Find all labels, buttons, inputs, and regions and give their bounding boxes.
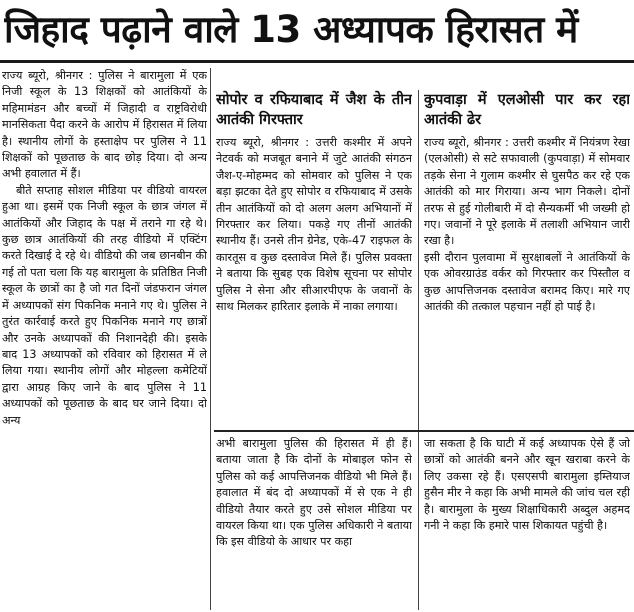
story-separator-rule bbox=[214, 430, 634, 432]
left-paragraph-1: राज्य ब्यूरो, श्रीनगर : पुलिस ने बारामुला में एक निजी स्कूल के 13 शिक्षकों को आतंकियों के महिमामंडन और बच्चों में जिहादी व राष्ट्रविरोधी मानसिकता पैदा करने के आरोप में हिरासत में लिया है। स्थानीय लोगों के हस्ताक्षेप पर पुलिस ने 11 शिक्षकों को पूछताछ के बाद छोड़ दिया। दो अन्य अभी हवालात में हैं। bbox=[2, 69, 207, 181]
sopore-story-heading: सोपोर व रफियाबाद में जैश के तीन आतंकी गिरफ्तार bbox=[216, 92, 412, 128]
kupwara-story-heading: कुपवाड़ा में एलओसी पार कर रहा आतंकी ढेर bbox=[424, 92, 630, 128]
continuation-right-text: जा सकता है कि घाटी में कई अध्यापक ऐसे हैं जो छात्रों को आतंकी बनने और खून खराबा करने के लिए उकसा रहे हैं। एसएसपी बारामुला इम्तियाज हुसैन मीर ने कहा कि अभी मामले की जांच चल रही है। बारामुला के मुख्य शिक्षाधिकारी अब्दुल अहमद गनी ने कहा कि हमारे पास शिकायत पहुंची है। bbox=[424, 437, 630, 533]
headline: जिहाद पढ़ाने वाले 13 अध्यापक हिरासत में bbox=[4, 8, 578, 51]
kupwara-story bbox=[424, 90, 630, 428]
kupwara-paragraph-2: इसी दौरान पुलवामा में सुरक्षाबलों ने आतंकियों के एक ओवरग्राउंड वर्कर को गिरफ्तार कर पिस्तौल व कुछ आपत्तिजनक दस्तावेज बरामद किए। मारे गए आतंकी की तत्काल पहचान नहीं हो पाई है। bbox=[424, 250, 630, 314]
main-story-continuation-right bbox=[424, 436, 630, 610]
sopore-story-body: राज्य ब्यूरो, श्रीनगर : उत्तरी कश्मीर में अपने नेटवर्क को मजबूत बनाने में जुटे आतंकी संगठन जैश-ए-मोहम्मद को सोमवार को पुलिस ने एक बड़ा झटका देते हुए सोपोर व रफियाबाद में उसके तीन आतंकियों को दो अलग अलग अभियानों में गिरफ्तार कर लिया। पकड़े गए तीनों आतंकी स्थानीय हैं। उनसे तीन ग्रेनेड, एके-47 राइफल के कारतूस व कुछ दस्तावेज मिले हैं। पुलिस प्रवक्ता ने बताया कि सुबह एक विशेष सूचना पर सोपोर पुलिस ने सेना और सीआरपीएफ के जवानों के साथ मिलकर हारितार इलाके में नाका लगाया। bbox=[216, 136, 412, 314]
left-column-story bbox=[2, 68, 207, 610]
sopore-story bbox=[216, 90, 412, 428]
column-divider-right bbox=[418, 90, 419, 610]
column-divider-left bbox=[210, 68, 211, 610]
main-story-continuation-middle bbox=[216, 436, 412, 610]
continuation-middle-text: अभी बारामुला पुलिस की हिरासत में ही हैं। बताया जाता है कि दोनों के मोबाइल फोन से पुलिस को कई आपत्तिजनक वीडियो भी मिले हैं। हवालात में बंद दो अध्यापकों में से एक ने ही वीडियो तैयार करते हुए उसे सोशल मीडिया पर वायरल किया था। एक पुलिस अधिकारी ने बताया कि इस वीडियो के आधार पर कहा bbox=[216, 437, 412, 549]
headline-rule bbox=[0, 60, 634, 63]
left-paragraph-2: बीते सप्ताह सोशल मीडिया पर वीडियो वायरल हुआ था। इसमें एक निजी स्कूल के छात्र जंगल में आतंकियों और जिहाद के पक्ष में तराने गा रहे थे। कुछ छात्र आतंकियों की तरह वीडियो में एक्टिंग करते दिखाई दे रहे थे। वीडियो की जब छानबीन की गई तो पता चला कि यह बारामुला के प्रतिष्ठित निजी स्कूल के छात्रों का है जो गत दिनों जंडफरान जंगल में अध्यापकों संग पिकनिक मनाने गए थे। पुलिस ने तुरंत कार्रवाई करते हुए पिकनिक मनाने गए छात्रों और उनके अध्यापकों की निशानदेही की। इसके बाद 13 अध्यापकों को रविवार को हिरासत में ले लिया गया। स्थानीय लोगों और मोहल्ला कमेटियों द्वारा आग्रह किए जाने के बाद पुलिस ने 11 अध्यापकों को पूछताछ के बाद घर जाने दिया। दो अन्य bbox=[2, 183, 207, 427]
kupwara-paragraph-1: राज्य ब्यूरो, श्रीनगर : उत्तरी कश्मीर में नियंत्रण रेखा (एलओसी) से सटे सफावाली (कुपवाड़ा) में सोमवार तड़के सेना ने गुलाम कश्मीर से घुसपैठ कर रहे एक आतंकी को मार गिराया। अन्य भाग निकले। दोनों तरफ से हुई गोलीबारी में दो सैन्यकर्मी भी जख्मी हो गए। जवानों ने पूरे इलाके में तलाशी अभियान जारी रखा है। bbox=[424, 136, 630, 248]
